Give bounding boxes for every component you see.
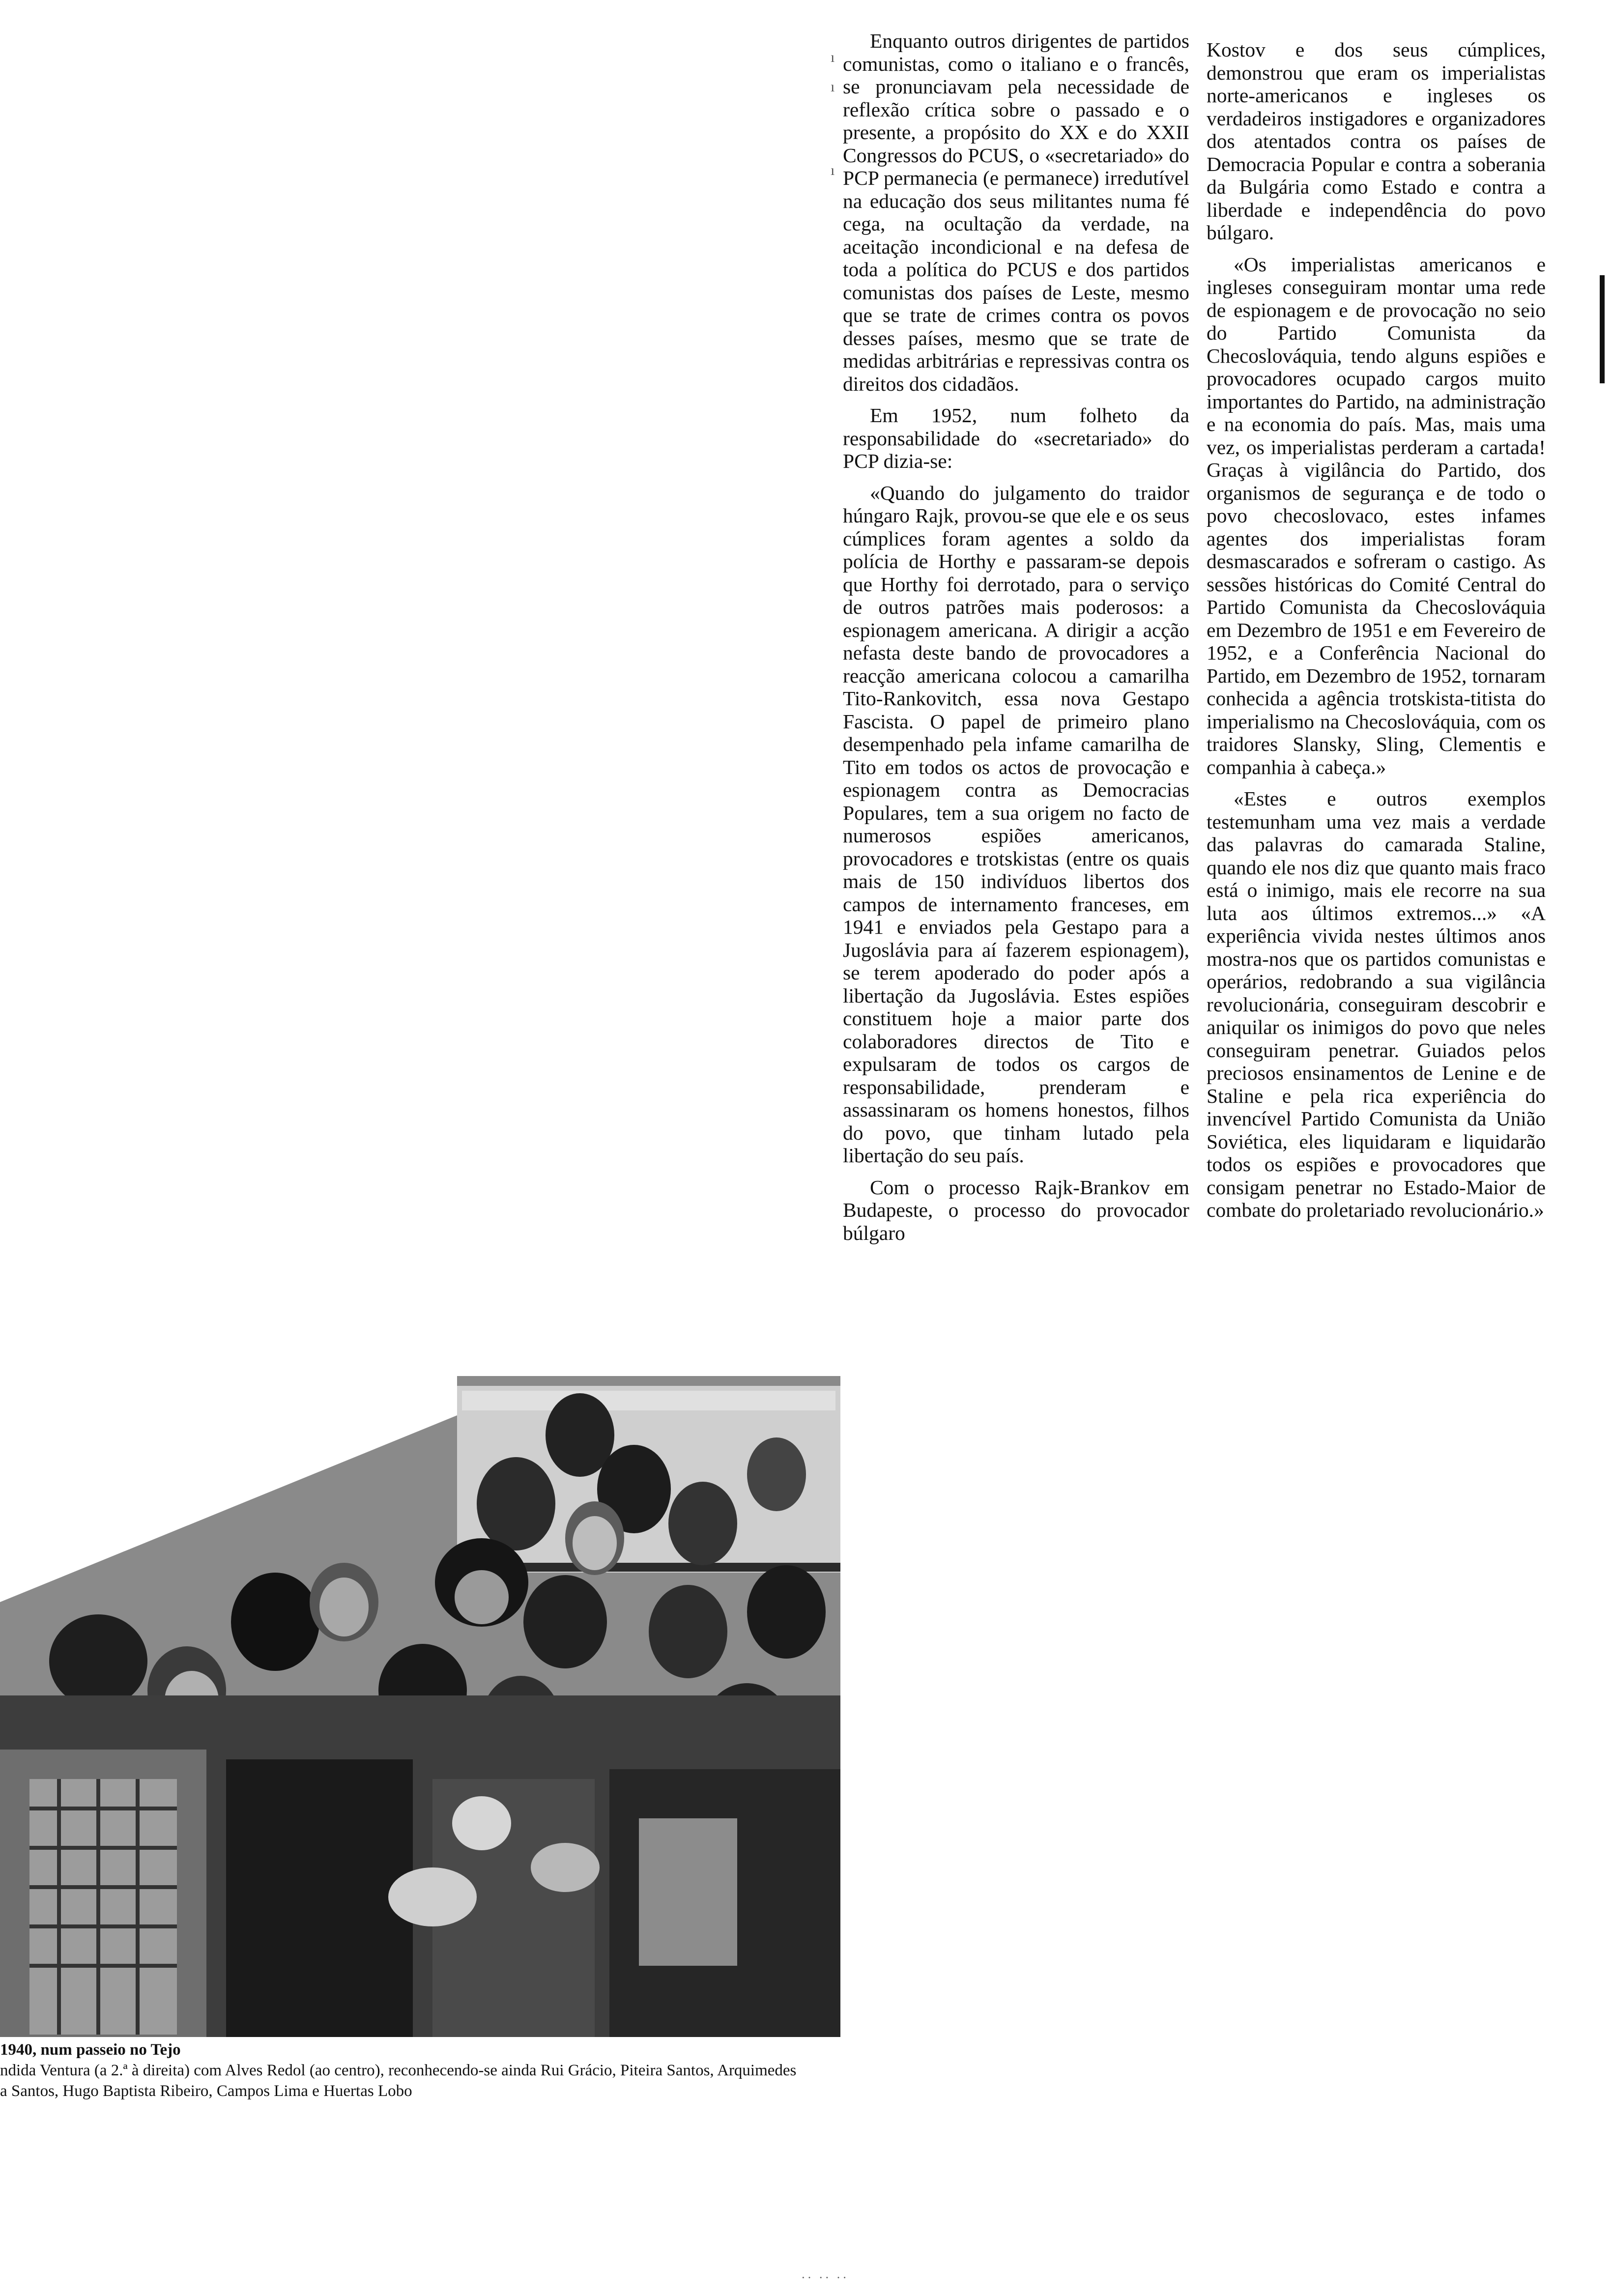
caption-line: 1940, num passeio no Tejo — [0, 2041, 181, 2059]
caption-line: a Santos, Hugo Baptista Ribeiro, Campos Lima e Huertas Lobo — [0, 2082, 412, 2100]
page-footer-mark: ·· ·· ·· — [801, 2270, 849, 2285]
margin-mark: ı — [831, 79, 835, 95]
paragraph: Em 1952, num folheto da responsabilidade do «secretariado» do PCP dizia-se: — [843, 404, 1189, 472]
paragraph: Kostov e dos seus cúmplices, demonstrou que eram os imperialistas norte-americanos e ingleses os verdadeiros instigadores e organizadores dos atentados contra os países de Democracia Popular e contra a soberania da Bulgária como Estado e contra a liberdade e independência do povo búlgaro. — [1207, 38, 1546, 244]
group-photograph — [0, 1376, 840, 2037]
scan-edge-bar — [1600, 275, 1605, 383]
paragraph: Enquanto outros dirigentes de partidos comunistas, como o italiano e o francês, se pronunciavam pela necessidade de reflexão crítica sobre o passado e o presente, a propósito do XX e do XXII Congressos do PCUS, o «secretariado» do PCP permanecia (e permanece) irredutível na educação dos seus militantes numa fé cega, na ocultação da verdade, na aceitação incondicional e na defesa de toda a política do PCUS e dos partidos comunistas dos países de Leste, mesmo que se trate de crimes contra os povos desses países, mesmo que se trate de medidas arbitrárias e repressivas contra os direitos dos cidadãos. — [843, 29, 1189, 395]
article-column-1 — [843, 29, 1189, 1244]
margin-mark: ı — [831, 162, 835, 178]
quote-paragraph: «Quando do julgamento do traidor húngaro Rajk, provou-se que ele e os seus cúmplices foram agentes a soldo da polícia de Horthy e passaram-se depois que Horthy foi derrotado, para o serviço de outros patrões mais poderosos: a espionagem americana. A dirigir a acção nefasta deste bando de provocadores a reacção americana colocou a camarilha Tito-Rankovitch, essa nova Gestapo Fascista. O papel de primeiro plano desempenhado pela infame camarilha de Tito em todos os actos de provocação e espionagem contra as Democracias Populares, tem a sua origem no facto de numerosos espiões americanos, provocadores e trotskistas (entre os quais mais de 150 indivíduos libertos dos campos de internamento franceses, em 1941 e enviados pela Gestapo para a Jugoslávia para aí fazerem espionagem), se terem apoderado do poder após a libertação da Jugoslávia. Estes espiões constituem hoje a maior parte dos colaboradores directos de Tito e expulsaram de todos os cargos de responsabilidade, prenderam e assassinaram os homens honestos, filhos do povo, que tinham lutado pela libertação do seu país. — [843, 481, 1189, 1167]
paragraph: Com o processo Rajk-Brankov em Budapeste, o processo do provocador búlgaro — [843, 1176, 1189, 1244]
quote-paragraph: «Os imperialistas americanos e ingleses conseguiram montar uma rede de espionagem e de provocação no seio do Partido Comunista da Checoslováquia, tendo alguns espiões e provocadores ocupado cargos muito importantes do Partido, na administração e na economia do país. Mas, mais uma vez, os imperialistas perderam a cartada! Graças à vigilância do Partido, dos organismos de segurança e de todo o povo checoslovaco, estes infames agentes dos imperialistas foram desmascarados e sofreram o castigo. As sessões históricas do Comité Central do Partido Comunista da Checoslováquia em Dezembro de 1951 e em Fevereiro de 1952, e a Conferência Nacional do Partido, em Dezembro de 1952, tornaram conhecida a agência trotskista-titista do imperialismo na Checoslováquia, com os traidores Slansky, Sling, Clementis e companhia à cabeça.» — [1207, 253, 1546, 778]
photo-caption — [0, 2039, 855, 2101]
caption-line: ndida Ventura (a 2.ª à direita) com Alves Redol (ao centro), reconhecendo-se ainda Rui Grácio, Piteira Santos, Arquimedes — [0, 2062, 797, 2079]
margin-mark: ı — [831, 49, 835, 65]
photo-image — [0, 1376, 840, 2037]
article-column-2 — [1207, 38, 1546, 1222]
quote-paragraph: «Estes e outros exemplos testemunham uma vez mais a verdade das palavras do camarada Staline, quando ele nos diz que quanto mais fraco está o inimigo, mais ele recorre na sua luta aos últimos extremos...» «A experiência vivida nestes últimos anos mostra-nos que os partidos comunistas e operários, redobrando a sua vigilância revolucionária, conseguiram descobrir e aniquilar os inimigos do povo que neles conseguiram penetrar. Guiados pelos preciosos ensinamentos de Lenine e de Staline e pela rica experiência do invencível Partido Comunista da União Soviética, eles liquidaram e liquidarão todos os espiões e provocadores que consigam penetrar no Estado-Maior de combate do proletariado revolucionário.» — [1207, 787, 1546, 1221]
